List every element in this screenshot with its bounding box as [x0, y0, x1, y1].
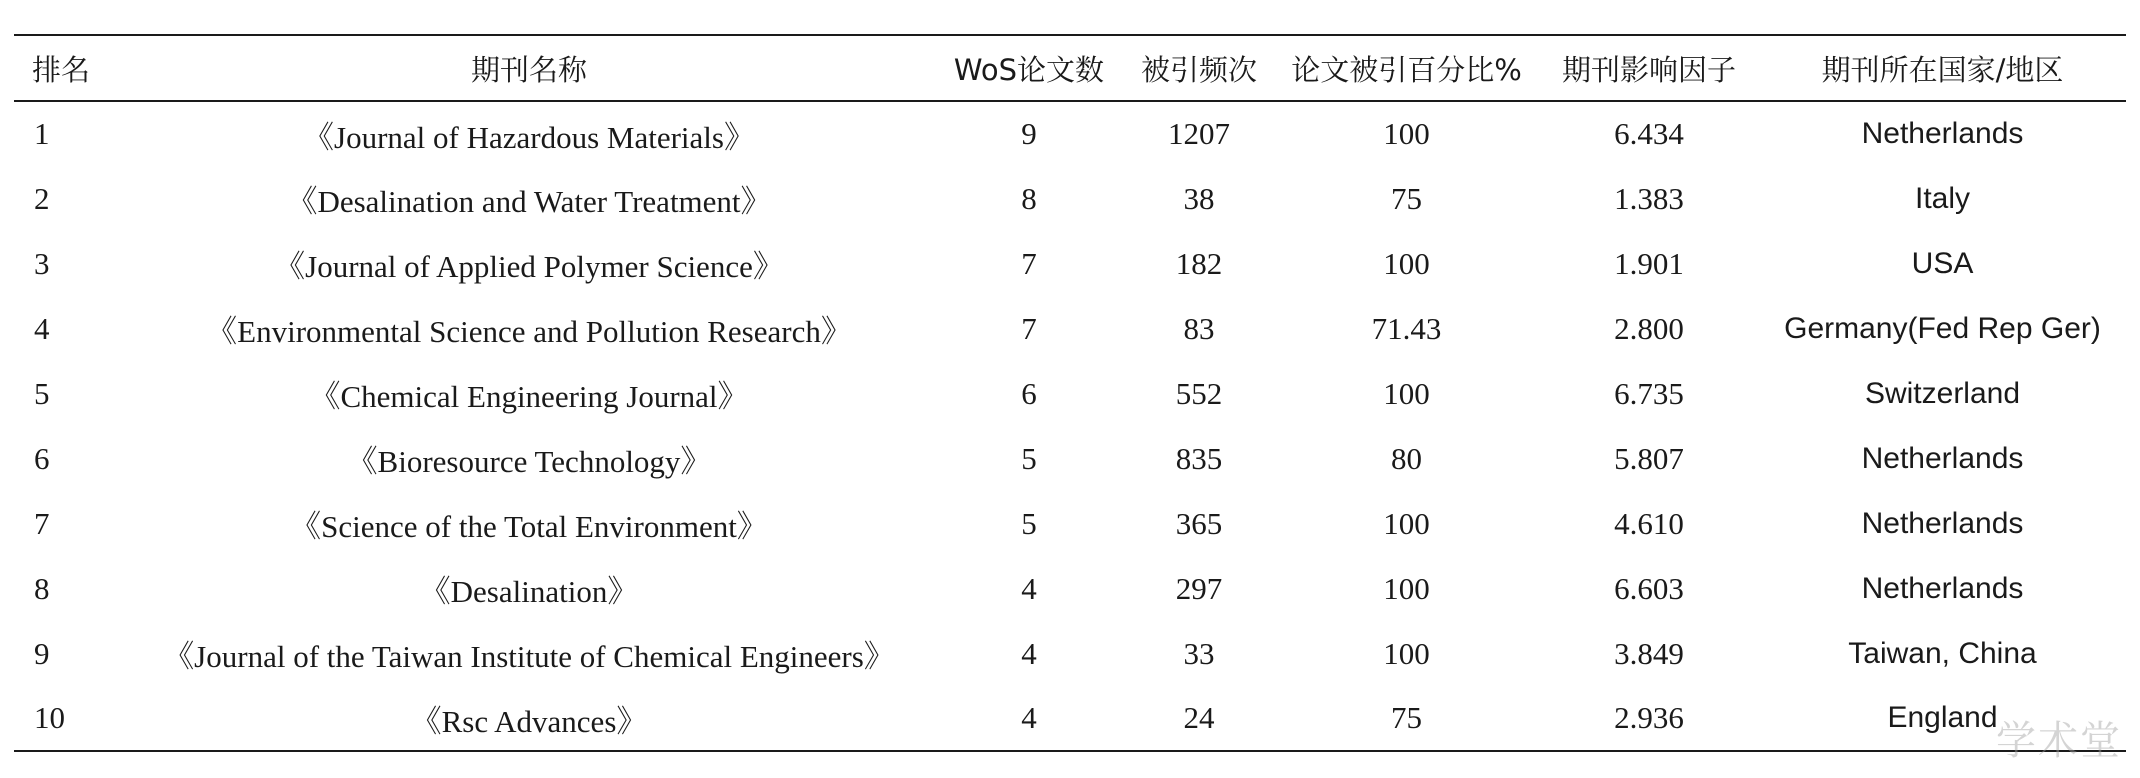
cell-impact-factor: 2.936: [1614, 700, 1684, 735]
cell-papers: 5: [1021, 440, 1037, 476]
cell-cited-percent: 100: [1383, 635, 1430, 671]
cell-journal: 《Journal of Applied Polymer Science》: [274, 249, 784, 284]
cell-country: Germany(Fed Rep Ger): [1784, 311, 2101, 345]
cell-impact-factor: 6.434: [1614, 116, 1684, 151]
table-row: [14, 491, 2126, 556]
cell-country: Netherlands: [1861, 571, 2024, 605]
header-journal-name: 期刊名称: [470, 52, 587, 87]
cell-rank: 9: [34, 635, 50, 671]
table-row: [14, 361, 2126, 426]
cell-rank: 5: [34, 375, 50, 411]
cell-cited-percent: 100: [1383, 570, 1430, 606]
journal-table-container: [14, 34, 2126, 752]
header-country: 期刊所在国家/地区: [1821, 52, 2064, 87]
cell-country: Netherlands: [1861, 117, 2024, 150]
header-rank: 排名: [32, 52, 91, 87]
cell-journal: 《Rsc Advances》: [410, 703, 648, 739]
cell-cited-percent: 100: [1383, 505, 1430, 541]
cell-cited-percent: 75: [1391, 180, 1422, 216]
cell-impact-factor: 2.800: [1614, 310, 1684, 346]
table-row: [14, 166, 2126, 231]
cell-country: Switzerland: [1864, 376, 2021, 410]
cell-impact-factor: 1.901: [1614, 245, 1684, 281]
cell-journal: 《Environmental Science and Pollution Research》: [206, 314, 852, 349]
cell-papers: 7: [1021, 245, 1037, 281]
journal-ranking-table: [14, 34, 2126, 752]
cell-rank: 8: [34, 570, 50, 606]
cell-citations: 552: [1175, 375, 1223, 411]
cell-impact-factor: 6.603: [1614, 570, 1684, 606]
cell-country: USA: [1911, 246, 1974, 280]
cell-journal: 《Bioresource Technology》: [346, 444, 712, 479]
table-row: [14, 101, 2126, 166]
table-row: [14, 556, 2126, 621]
cell-journal: 《Desalination and Water Treatment》: [286, 184, 772, 219]
cell-citations: 38: [1183, 180, 1215, 216]
cell-impact-factor: 5.807: [1614, 440, 1684, 476]
cell-papers: 8: [1021, 180, 1037, 216]
header-cited-percent: 论文被引百分比%: [1291, 52, 1522, 87]
cell-cited-percent: 100: [1383, 375, 1430, 411]
cell-papers: 5: [1021, 505, 1037, 541]
cell-citations: 24: [1183, 700, 1215, 735]
cell-citations: 1207: [1168, 116, 1230, 151]
header-impact-factor: 期刊影响因子: [1561, 52, 1736, 87]
cell-cited-percent: 80: [1391, 440, 1422, 476]
cell-citations: 182: [1175, 245, 1223, 281]
cell-rank: 1: [34, 116, 50, 151]
header-citations: 被引频次: [1140, 52, 1257, 87]
cell-journal: 《Journal of the Taiwan Institute of Chemical Engineers》: [163, 639, 895, 674]
cell-impact-factor: 6.735: [1614, 375, 1684, 411]
cell-papers: 4: [1021, 700, 1037, 735]
table-row: [14, 686, 2126, 751]
cell-cited-percent: 100: [1383, 245, 1430, 281]
watermark-logo: 学术堂: [1996, 718, 2122, 764]
cell-cited-percent: 75: [1391, 700, 1422, 735]
cell-impact-factor: 3.849: [1614, 635, 1684, 671]
cell-citations: 33: [1183, 635, 1215, 671]
cell-rank: 4: [34, 310, 50, 346]
cell-citations: 365: [1175, 505, 1223, 541]
cell-impact-factor: 1.383: [1614, 180, 1684, 216]
cell-rank: 3: [34, 245, 50, 281]
cell-country: England: [1887, 701, 1998, 734]
cell-cited-percent: 71.43: [1371, 310, 1442, 346]
cell-papers: 7: [1021, 310, 1037, 346]
cell-country: Taiwan, China: [1848, 636, 2037, 670]
cell-journal: 《Science of the Total Environment》: [290, 509, 768, 544]
cell-country: Netherlands: [1861, 441, 2024, 475]
cell-citations: 297: [1175, 570, 1223, 606]
cell-rank: 2: [34, 180, 50, 216]
table-row: [14, 426, 2126, 491]
cell-rank: 10: [34, 700, 65, 735]
cell-papers: 9: [1021, 116, 1037, 151]
cell-papers: 6: [1021, 375, 1037, 411]
table-row: [14, 296, 2126, 361]
table-row: [14, 231, 2126, 296]
cell-journal: 《Desalination》: [419, 574, 639, 609]
cell-journal: 《Chemical Engineering Journal》: [309, 379, 749, 414]
cell-impact-factor: 4.610: [1614, 505, 1684, 541]
header-wos-papers: WoS论文数: [953, 52, 1105, 87]
cell-journal: 《Journal of Hazardous Materials》: [303, 119, 755, 155]
cell-rank: 7: [34, 505, 50, 541]
table-row: [14, 621, 2126, 686]
cell-rank: 6: [34, 440, 50, 476]
cell-papers: 4: [1021, 570, 1037, 606]
cell-country: Netherlands: [1861, 506, 2024, 540]
cell-cited-percent: 100: [1383, 116, 1430, 151]
cell-papers: 4: [1021, 635, 1037, 671]
table-header-row: [14, 35, 2126, 101]
cell-citations: 835: [1175, 440, 1223, 476]
cell-citations: 83: [1183, 310, 1215, 346]
cell-country: Italy: [1914, 181, 1971, 215]
